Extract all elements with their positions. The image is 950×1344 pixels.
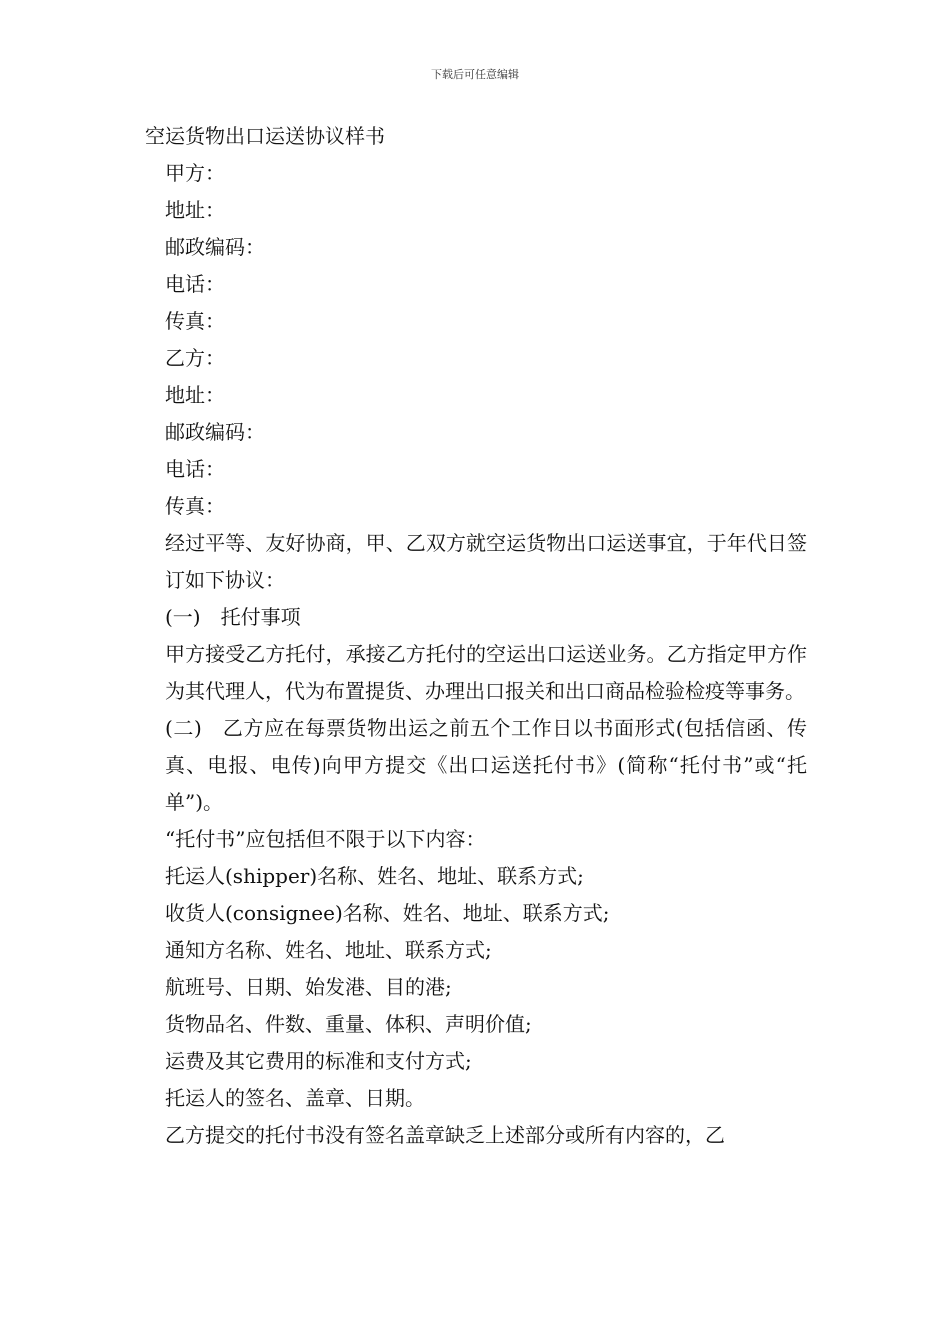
document-title: 空运货物出口运送协议样书 [145,124,385,148]
document-body [145,118,807,1154]
list-item: 货物品名、件数、重量、体积、声明价值; [165,1012,532,1036]
party-a-fax: 传真： [165,309,225,333]
list-item: 航班号、日期、始发港、目的港; [165,975,452,999]
list-item: 托运人(shipper)名称、姓名、地址、联系方式; [165,864,584,888]
section-1-body: 甲方接受乙方托付，承接乙方托付的空运出口运送业务。乙方指定甲方作为其代理人，代为布置提货、办理出口报关和出口商品检验检疫等事务。 [165,642,807,703]
party-b-fax: 传真： [165,494,225,518]
party-b-label: 乙方： [165,346,225,370]
party-b-postcode: 邮政编码： [165,420,265,444]
party-b-phone: 电话： [165,457,225,481]
list-item: 运费及其它费用的标准和支付方式; [165,1049,472,1073]
party-a-label: 甲方： [165,161,225,185]
closing-paragraph: 乙方提交的托付书没有签名盖章缺乏上述部分或所有内容的，乙 [165,1123,725,1147]
list-item: 托运人的签名、盖章、日期。 [165,1086,425,1110]
list-item: 收货人(consignee)名称、姓名、地址、联系方式; [165,901,610,925]
preamble-paragraph: 经过平等、友好协商，甲、乙双方就空运货物出口运送事宜，于年代日签订如下协议： [165,531,807,592]
party-a-phone: 电话： [165,272,225,296]
party-a-address: 地址： [165,198,225,222]
party-b-address: 地址： [165,383,225,407]
list-item: 通知方名称、姓名、地址、联系方式; [165,938,492,962]
section-1-heading: (一) 托付事项 [165,605,301,629]
page-header-note: 下载后可任意编辑 [431,68,519,81]
section-2-body: (二) 乙方应在每票货物出运之前五个工作日以书面形式(包括信函、传真、电报、电传)向甲方提交《出口运送托付书》(简称“托付书”或“托单”)。 [165,716,807,814]
consignment-contents-intro: “托付书”应包括但不限于以下内容： [165,827,486,851]
party-a-postcode: 邮政编码： [165,235,265,259]
